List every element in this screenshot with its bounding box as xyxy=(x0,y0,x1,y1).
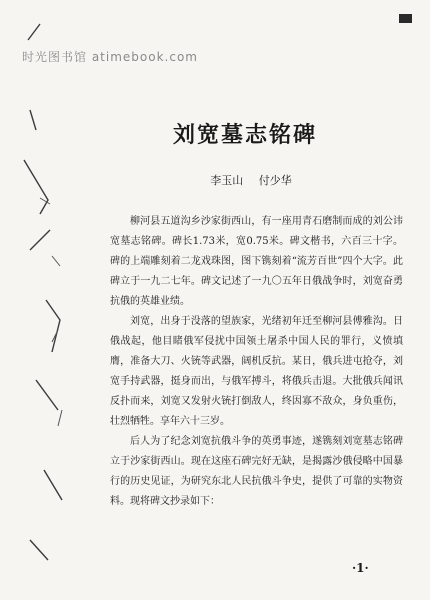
watermark: 时光图书馆 atimebook.com xyxy=(22,50,198,64)
scan-margin-noise xyxy=(0,0,120,600)
author-name: 李玉山 xyxy=(210,174,244,187)
paragraph: 柳河县五道沟乡沙家街西山，有一座用青石磨制而成的刘公讳宽墓志铭碑。碑长1.73米，宽0.75米。碑文楷书，六百三十字。碑的上端雕刻着二龙戏珠图，图下镌刻着“流芳百世”四个大字。此碑立于一九二七年。碑文记述了一九〇五年日俄战争时，刘宽奋勇抗俄的英雄业绩。 xyxy=(110,216,403,307)
paragraph: 后人为了纪念刘宽抗俄斗争的英勇事迹，遂镌刻刘宽墓志铭碑立于沙家街西山。现在这座石碑完好无缺，是揭露沙俄侵略中国暴行的历史见证，为研究东北人民抗俄斗争史，提供了可靠的实物资料。现将碑文抄录如下： xyxy=(110,436,403,507)
scan-corner-mark xyxy=(399,14,413,24)
document-body xyxy=(110,212,403,512)
paragraph: 刘宽，出身于没落的望族家，光绪初年迁至柳河县傅雅沟。日俄战起，他目睹俄军侵扰中国领土屠杀中国人民的罪行，义愤填膺，准备大刀、火铳等武器，阔机反抗。某日，俄兵进屯抢夺，刘宽手持武器，挺身而出，与俄军搏斗，将俄兵击退。大批俄兵闻讯反扑而来，刘宽又发射火铳打倒敌人，终因寡不敌众，身负重伤，壮烈牺牲。享年六十三岁。 xyxy=(110,316,403,427)
document-title: 刘宽墓志铭碑 xyxy=(172,122,317,148)
document-authors xyxy=(36,172,430,188)
page-number: ·1· xyxy=(352,561,369,575)
author-name: 付少华 xyxy=(258,174,292,187)
